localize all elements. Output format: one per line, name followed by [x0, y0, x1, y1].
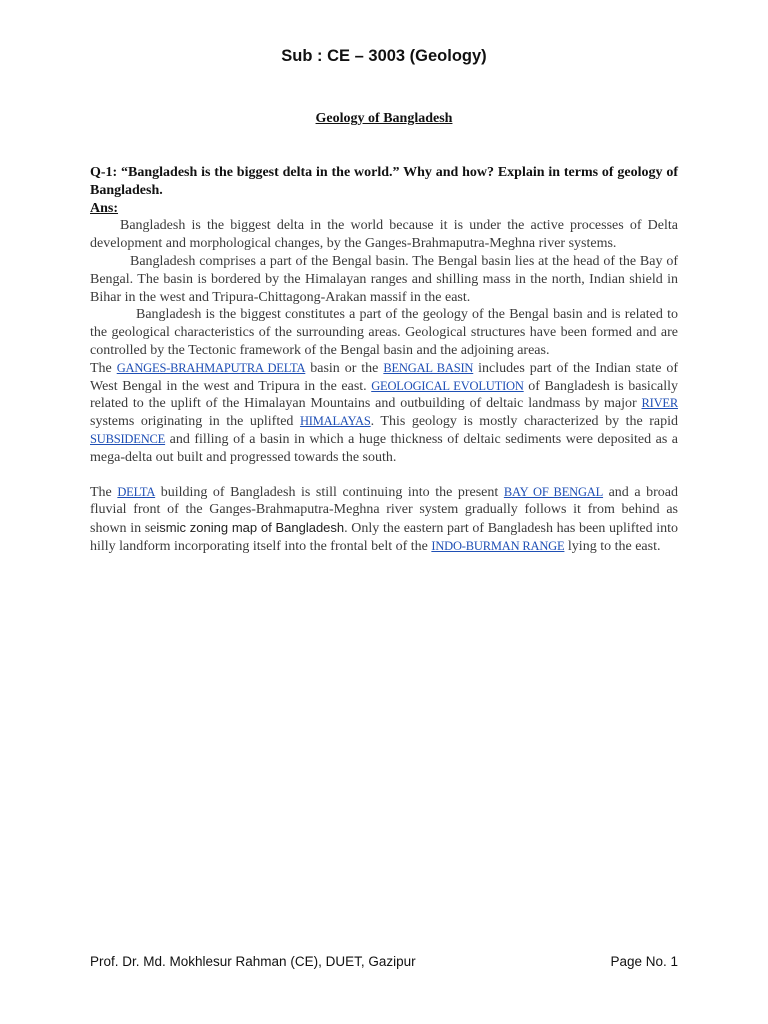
link-subsidence[interactable]: SUBSIDENCE	[90, 431, 166, 446]
link-himalayas[interactable]: HIMALAYAS	[299, 414, 371, 429]
paragraph-5-text: . Only the eastern part of Bangladesh has been uplifted into hilly landform incorporating itself into the frontal belt of the	[90, 521, 678, 554]
link-geological-evolution[interactable]: GEOLOGICAL EVOLUTION	[371, 378, 524, 393]
paragraph-4-text: of Bangladesh is basically related to the uplift of the Himalayan Mountains and outbuilding of deltaic landmass by major	[90, 378, 678, 412]
paragraph-4-text: The	[90, 360, 117, 376]
paragraph-4-text: and filling of a basin in which a huge thickness of deltaic sediments were deposited as a mega-delta out built and progressed towards the south.	[90, 431, 678, 465]
link-bengal-basin[interactable]: BENGAL BASIN	[383, 360, 474, 375]
seismic-map-reference: ismic zoning map of Bangladesh	[156, 520, 345, 536]
footer-author: Prof. Dr. Md. Mokhlesur Rahman (CE), DUET, Gazipur	[90, 954, 416, 969]
link-bay-of-bengal[interactable]: BAY OF BENGAL	[503, 484, 604, 499]
link-indo-burman-range[interactable]: INDO-BURMAN RANGE	[431, 538, 565, 553]
paragraph-4-text: basin or the	[305, 360, 384, 376]
document-title: Geology of Bangladesh	[315, 111, 453, 126]
link-delta[interactable]: DELTA	[117, 484, 156, 499]
document-body	[90, 164, 678, 556]
subject-header: Sub : CE – 3003 (Geology)	[281, 47, 487, 65]
link-river[interactable]: RIVER	[641, 396, 678, 411]
answer-label: Ans:	[90, 200, 119, 216]
paragraph-2: Bangladesh comprises a part of the Bengal basin. The Bengal basin lies at the head of the Bay of Bengal. The basin is bordered by the Himalayan ranges and shilling mass in the north, Indian shield in Bihar in the west and Tripura-Chittagong-Arakan massif in the east.	[90, 253, 678, 305]
question-text: Q-1: “Bangladesh is the biggest delta in the world.” Why and how? Explain in terms of geology of Bangladesh.	[90, 165, 678, 198]
paragraph-5-text: building of Bangladesh is still continuing into the present	[155, 484, 504, 500]
paragraph-1: Bangladesh is the biggest delta in the world because it is under the active processes of Delta development and morphological changes, by the Ganges-Brahmaputra-Meghna river systems.	[90, 218, 678, 252]
paragraph-4-text: includes part of the Indian state of West Bengal in the west and Tripura in the east.	[90, 360, 679, 394]
paragraph-4-text: systems originating in the uplifted	[90, 414, 300, 430]
paragraph-5-text: and a broad fluvial front of the Ganges-Brahmaputra-Meghna river system gradually follows it from behind as shown in se	[90, 484, 679, 537]
paragraph-4-text: . This geology is mostly characterized by the rapid	[370, 414, 679, 430]
paragraph-gap	[90, 467, 678, 484]
paragraph-5-text: lying to the east.	[564, 538, 661, 554]
paragraph-4	[90, 360, 678, 467]
paragraph-5	[90, 484, 678, 556]
paragraph-5-text: The	[90, 484, 118, 500]
link-ganges-brahmaputra-delta[interactable]: GANGES-BRAHMAPUTRA DELTA	[116, 360, 306, 375]
footer-page-number: Page No. 1	[610, 954, 678, 969]
paragraph-3: Bangladesh is the biggest constitutes a part of the geology of the Bengal basin and is related to the geological characteristics of the surrounding areas. Geological structures have been formed and are controlled by the Tectonic framework of the Bengal basin and the adjoining areas.	[90, 307, 678, 358]
